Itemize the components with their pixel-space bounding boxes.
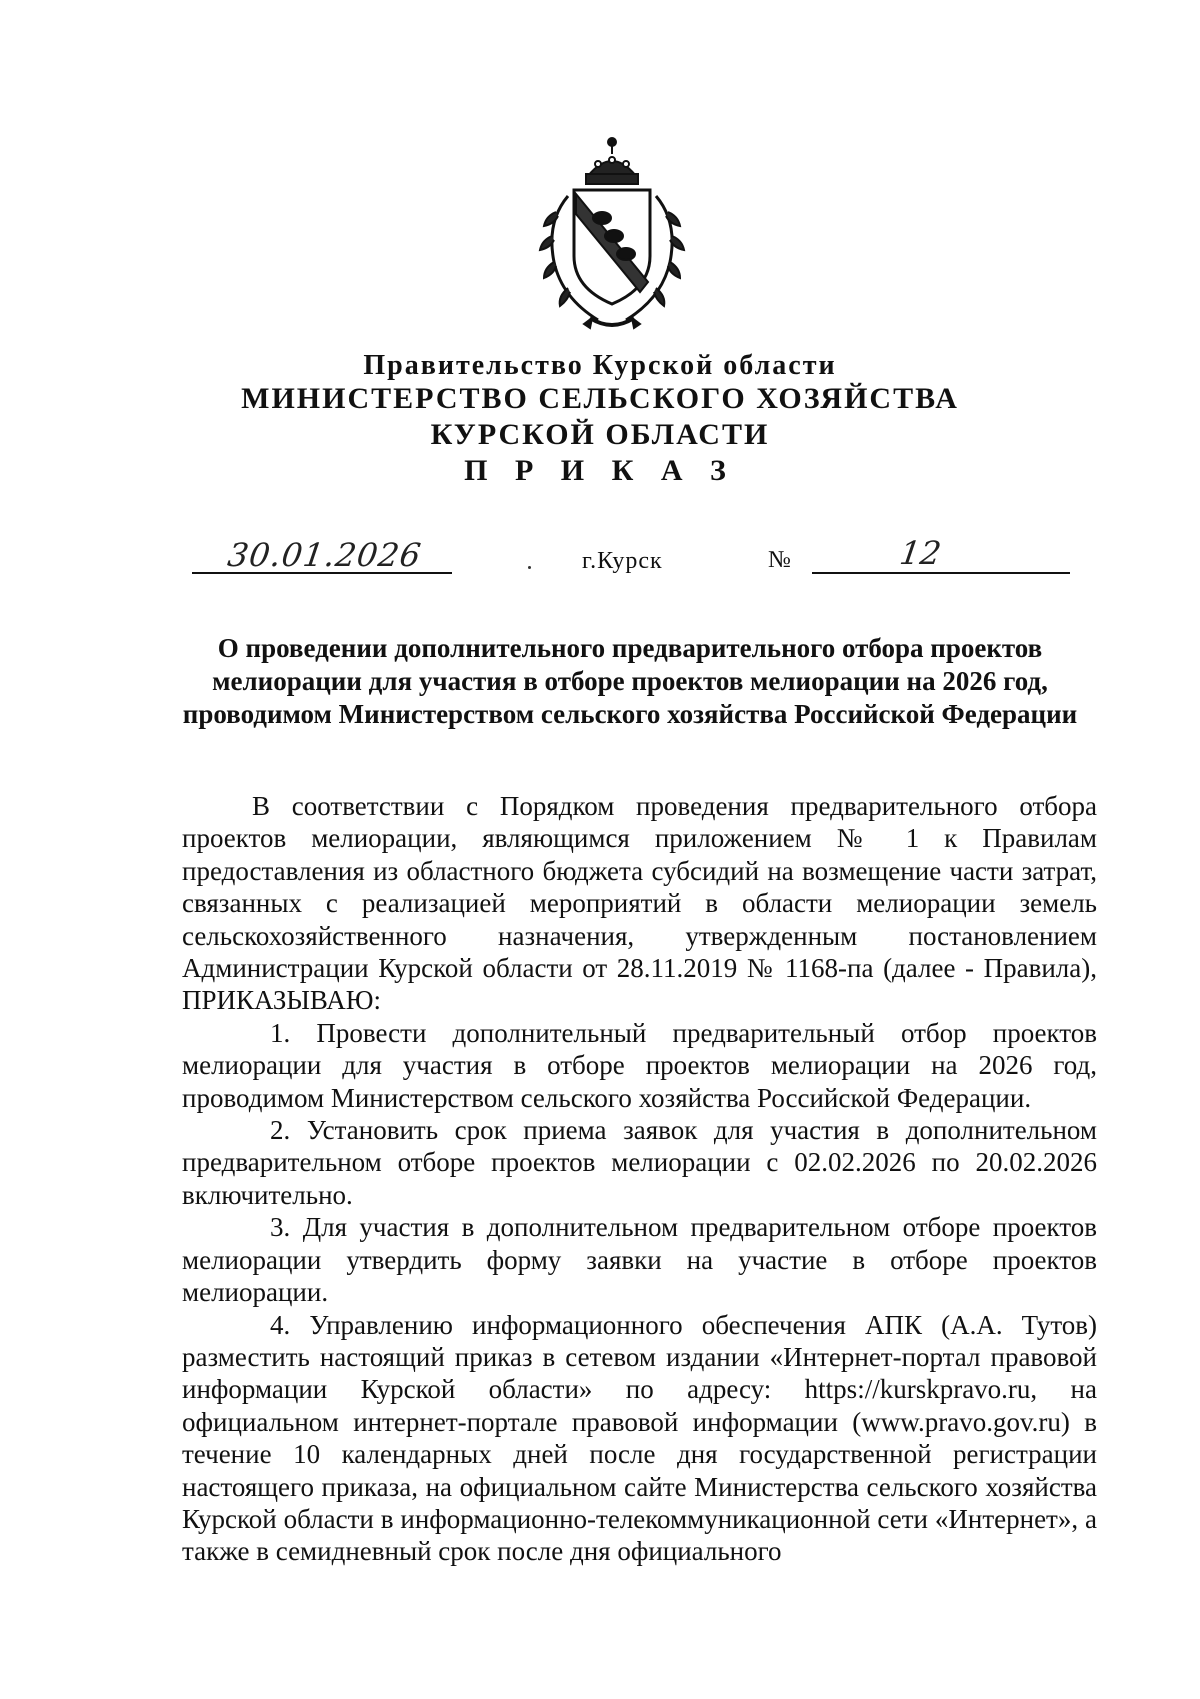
government-name: Правительство Курской области xyxy=(363,350,837,381)
number-sign: № xyxy=(768,547,791,573)
item-2-paragraph: 2. Установить срок приема заявок для участия в дополнительном предварительном отборе проектов мелиорации с 02.02.2026 по 20.02.2026 включительно. xyxy=(182,1115,1097,1210)
order-body xyxy=(182,790,1097,1568)
scan-dot xyxy=(528,566,531,569)
ministry-name: МИНИСТЕРСТВО СЕЛЬСКОГО ХОЗЯЙСТВА xyxy=(241,382,959,415)
order-date: 30.01.2026 xyxy=(225,536,424,574)
item-3-paragraph: 3. Для участия в дополнительном предварительном отборе проектов мелиорации утвердить форму заявки на участие в отборе проектов мелиорации. xyxy=(182,1212,1097,1308)
date-underline xyxy=(192,572,452,574)
kursk-coat-of-arms-icon xyxy=(528,132,696,336)
number-underline xyxy=(812,572,1070,574)
intro-paragraph: В соответствии с Порядком проведения предварительного отбора проектов мелиорации, являющимся приложением № 1 к Правилам предоставления из областного бюджета субсидий на возмещение части затрат, связанных с реализацией мероприятий в области мелиорации земель сельскохозяйственного назначения, утвержденным постановлением Администрации Курской области от 28.11.2019 № 1168-па (далее - Правила), ПРИКАЗЫВАЮ: xyxy=(182,791,1097,1016)
item-1-paragraph: 1. Провести дополнительный предварительный отбор проектов мелиорации для участия в отборе проектов мелиорации на 2026 год, проводимом Министерством сельского хозяйства Российской Федерации. xyxy=(182,1017,1097,1113)
order-title: О проведении дополнительного предварительного отбора проектов мелиорации для участия в отборе проектов мелиорации на 2026 год, проводимом Министерством сельского хозяйства Российской Федерации xyxy=(182,633,1078,729)
order-city: г.Курск xyxy=(582,548,663,574)
order-number: 12 xyxy=(897,534,944,572)
ministry-region: КУРСКОЙ ОБЛАСТИ xyxy=(430,418,770,451)
document-type: П Р И К А З xyxy=(464,454,736,487)
item-4-paragraph: 4. Управлению информационного обеспечения АПК (А.А. Тутов) разместить настоящий приказ в сетевом издании «Интернет-портал правовой информации Курской области» по адресу: https://kurskpravo.ru, на официальном интернет-портале правовой информации (www.pravo.gov.ru) в течение 10 календарных дней после дня государственной регистрации настоящего приказа, на официальном сайте Министерства сельского хозяйства Курской области в информационно-телекоммуникационной сети «Интернет», а также в семидневный срок после дня официального xyxy=(182,1309,1097,1567)
